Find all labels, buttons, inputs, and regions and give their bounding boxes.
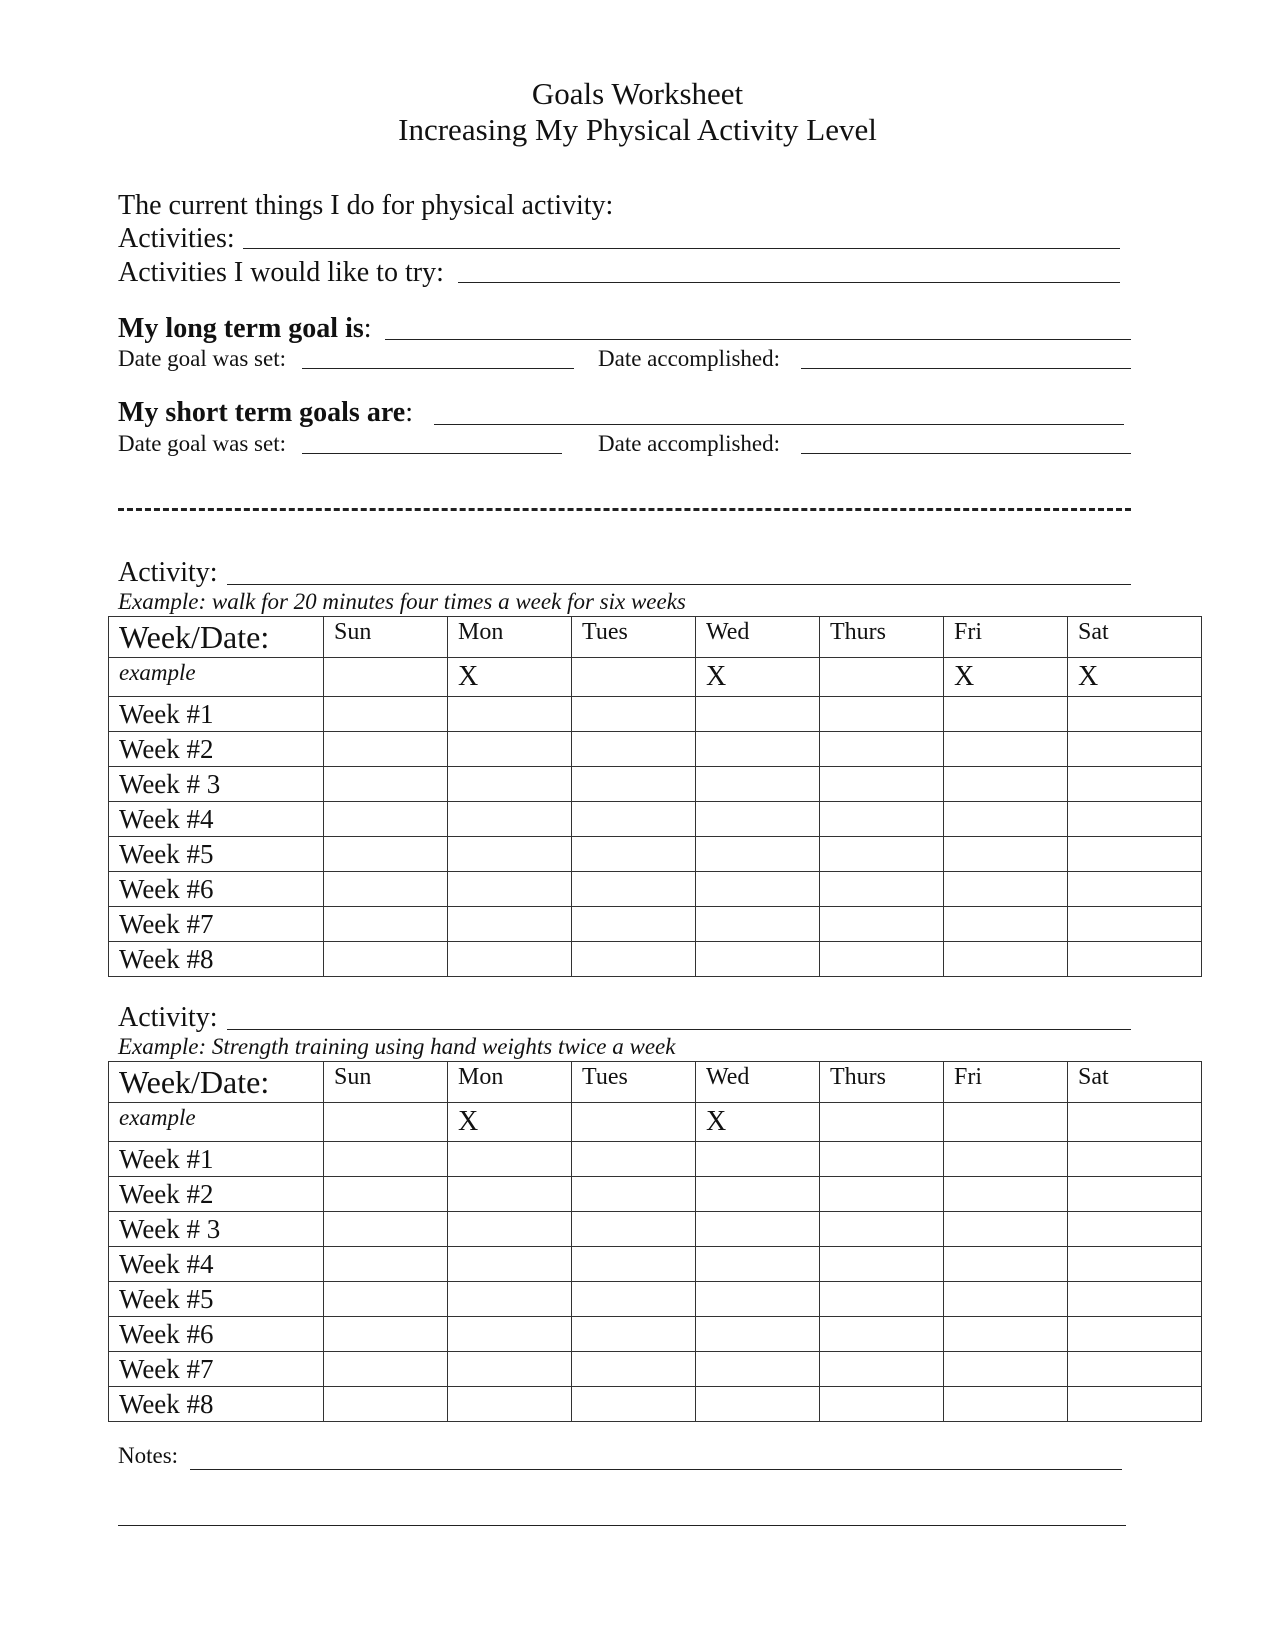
- day-cell[interactable]: [944, 732, 1068, 767]
- day-cell[interactable]: [944, 907, 1068, 942]
- week-label: Week #1: [109, 697, 324, 732]
- example-cell-sun: [324, 658, 448, 697]
- day-header-mon: Mon: [448, 617, 572, 658]
- day-cell[interactable]: [572, 837, 696, 872]
- day-cell[interactable]: [696, 1317, 820, 1352]
- table-row: [109, 1142, 1202, 1177]
- long-term-goal-field[interactable]: [385, 339, 1131, 340]
- day-cell[interactable]: [820, 907, 944, 942]
- day-cell[interactable]: [448, 837, 572, 872]
- example-label: example: [109, 1103, 324, 1142]
- week-label: Week #7: [109, 1352, 324, 1387]
- day-header-thurs: Thurs: [820, 1062, 944, 1103]
- day-cell[interactable]: [820, 697, 944, 732]
- activity-log-table-1: [108, 616, 1202, 977]
- short-goal-date-set-field[interactable]: [302, 453, 562, 454]
- table-header-row: [109, 1062, 1202, 1103]
- section-divider: [118, 508, 1131, 511]
- day-cell[interactable]: [324, 767, 448, 802]
- week-label: Week #8: [109, 1387, 324, 1422]
- day-cell[interactable]: [1068, 1317, 1202, 1352]
- page-subtitle: Increasing My Physical Activity Level: [398, 112, 877, 147]
- day-cell[interactable]: [944, 767, 1068, 802]
- day-cell[interactable]: [448, 1317, 572, 1352]
- day-cell[interactable]: [324, 837, 448, 872]
- day-cell[interactable]: [448, 697, 572, 732]
- week-label: Week #6: [109, 872, 324, 907]
- day-cell[interactable]: [820, 1282, 944, 1317]
- week-label: Week #5: [109, 1282, 324, 1317]
- week-label: Week # 3: [109, 1212, 324, 1247]
- day-header-wed: Wed: [696, 617, 820, 658]
- day-cell[interactable]: [1068, 767, 1202, 802]
- day-header-fri: Fri: [944, 617, 1068, 658]
- day-cell[interactable]: [572, 1212, 696, 1247]
- day-cell[interactable]: [324, 1177, 448, 1212]
- day-cell[interactable]: [448, 872, 572, 907]
- week-label: Week # 3: [109, 767, 324, 802]
- day-header-mon: Mon: [448, 1062, 572, 1103]
- short-goal-date-set-label: Date goal was set:: [118, 431, 286, 456]
- day-cell[interactable]: [324, 732, 448, 767]
- week-label: Week #2: [109, 732, 324, 767]
- day-cell[interactable]: [1068, 1282, 1202, 1317]
- day-cell[interactable]: [820, 1177, 944, 1212]
- activity-log-table-2: [108, 1061, 1202, 1422]
- day-cell[interactable]: [324, 1317, 448, 1352]
- day-cell[interactable]: [696, 1142, 820, 1177]
- day-cell[interactable]: [572, 1177, 696, 1212]
- day-cell[interactable]: [572, 1352, 696, 1387]
- day-cell[interactable]: [696, 872, 820, 907]
- activities-to-try-label: Activities I would like to try:: [118, 257, 444, 288]
- long-goal-date-accomplished-field[interactable]: [801, 368, 1131, 369]
- day-cell[interactable]: [696, 732, 820, 767]
- week-label: Week #4: [109, 1247, 324, 1282]
- day-cell[interactable]: [944, 802, 1068, 837]
- day-cell[interactable]: [324, 802, 448, 837]
- day-cell[interactable]: [696, 1247, 820, 1282]
- example-cell-mon: X: [448, 1103, 572, 1142]
- day-cell[interactable]: [820, 1317, 944, 1352]
- activities-label: Activities:: [118, 223, 235, 254]
- day-cell[interactable]: [572, 732, 696, 767]
- week-label: Week #7: [109, 907, 324, 942]
- day-cell[interactable]: [572, 1142, 696, 1177]
- day-cell[interactable]: [944, 1177, 1068, 1212]
- week-label: Week #6: [109, 1317, 324, 1352]
- table-row: [109, 1317, 1202, 1352]
- day-cell[interactable]: [572, 1317, 696, 1352]
- table-row: [109, 872, 1202, 907]
- notes-field-line-2[interactable]: [118, 1525, 1126, 1526]
- short-goal-date-accomplished-label: Date accomplished:: [598, 431, 781, 456]
- day-cell[interactable]: [448, 1142, 572, 1177]
- day-cell[interactable]: [1068, 942, 1202, 977]
- long-goal-date-set-label: Date goal was set:: [118, 346, 286, 371]
- day-cell[interactable]: [324, 942, 448, 977]
- week-label: Week #8: [109, 942, 324, 977]
- table-row: [109, 942, 1202, 977]
- day-cell[interactable]: [324, 697, 448, 732]
- day-cell[interactable]: [944, 837, 1068, 872]
- day-cell[interactable]: [696, 697, 820, 732]
- day-cell[interactable]: [696, 1282, 820, 1317]
- example-cell-mon: X: [448, 658, 572, 697]
- day-header-sun: Sun: [324, 1062, 448, 1103]
- day-header-tues: Tues: [572, 617, 696, 658]
- day-header-fri: Fri: [944, 1062, 1068, 1103]
- day-cell[interactable]: [944, 697, 1068, 732]
- day-cell[interactable]: [572, 1387, 696, 1422]
- day-cell[interactable]: [820, 1212, 944, 1247]
- day-cell[interactable]: [696, 1387, 820, 1422]
- day-cell[interactable]: [448, 767, 572, 802]
- day-cell[interactable]: [324, 872, 448, 907]
- day-cell[interactable]: [1068, 872, 1202, 907]
- day-cell[interactable]: [944, 1247, 1068, 1282]
- table-row: [109, 1282, 1202, 1317]
- table-row: [109, 1352, 1202, 1387]
- table-row: [109, 1387, 1202, 1422]
- day-header-sat: Sat: [1068, 617, 1202, 658]
- day-cell[interactable]: [448, 732, 572, 767]
- day-cell[interactable]: [820, 837, 944, 872]
- example-cell-wed: X: [696, 1103, 820, 1142]
- day-cell[interactable]: [448, 1247, 572, 1282]
- example-cell-sun: [324, 1103, 448, 1142]
- day-cell[interactable]: [1068, 907, 1202, 942]
- day-cell[interactable]: [572, 942, 696, 977]
- example-cell-tues: [572, 658, 696, 697]
- example-row: [109, 1103, 1202, 1142]
- day-cell[interactable]: [448, 802, 572, 837]
- week-date-header: Week/Date:: [109, 1062, 324, 1103]
- day-cell[interactable]: [572, 1247, 696, 1282]
- day-cell[interactable]: [572, 767, 696, 802]
- day-cell[interactable]: [944, 1387, 1068, 1422]
- day-cell[interactable]: [448, 907, 572, 942]
- day-cell[interactable]: [944, 942, 1068, 977]
- page-title: Goals Worksheet: [531, 76, 744, 111]
- day-cell[interactable]: [324, 1247, 448, 1282]
- day-cell[interactable]: [1068, 1177, 1202, 1212]
- log2-activity-field[interactable]: [227, 1029, 1131, 1030]
- day-cell[interactable]: [820, 732, 944, 767]
- table-row: [109, 767, 1202, 802]
- day-header-sun: Sun: [324, 617, 448, 658]
- example-cell-thurs: [820, 658, 944, 697]
- day-cell[interactable]: [820, 1387, 944, 1422]
- day-cell[interactable]: [696, 907, 820, 942]
- short-term-goals-field[interactable]: [434, 424, 1124, 425]
- day-cell[interactable]: [572, 1282, 696, 1317]
- short-term-goals-label: My short term goals are:: [118, 397, 413, 428]
- day-cell[interactable]: [1068, 1352, 1202, 1387]
- week-label: Week #2: [109, 1177, 324, 1212]
- day-cell[interactable]: [696, 1212, 820, 1247]
- long-goal-date-accomplished-label: Date accomplished:: [598, 346, 781, 371]
- day-cell[interactable]: [1068, 1142, 1202, 1177]
- day-cell[interactable]: [324, 1282, 448, 1317]
- day-cell[interactable]: [820, 872, 944, 907]
- day-header-sat: Sat: [1068, 1062, 1202, 1103]
- table-header-row: [109, 617, 1202, 658]
- short-goal-date-accomplished-field[interactable]: [801, 453, 1131, 454]
- log1-activity-field[interactable]: [227, 584, 1131, 585]
- example-row: [109, 658, 1202, 697]
- current-activity-heading: The current things I do for physical activity:: [118, 190, 614, 221]
- table-row: [109, 697, 1202, 732]
- day-cell[interactable]: [696, 802, 820, 837]
- activities-field[interactable]: [243, 248, 1120, 249]
- day-cell[interactable]: [696, 1352, 820, 1387]
- notes-label: Notes:: [118, 1443, 179, 1468]
- day-cell[interactable]: [324, 907, 448, 942]
- day-cell[interactable]: [1068, 732, 1202, 767]
- day-cell[interactable]: [696, 1177, 820, 1212]
- day-cell[interactable]: [448, 942, 572, 977]
- example-cell-sat: X: [1068, 658, 1202, 697]
- example-cell-thurs: [820, 1103, 944, 1142]
- day-cell[interactable]: [820, 1352, 944, 1387]
- day-cell[interactable]: [820, 1142, 944, 1177]
- day-cell[interactable]: [448, 1282, 572, 1317]
- notes-field-line-1[interactable]: [190, 1469, 1122, 1470]
- day-cell[interactable]: [820, 802, 944, 837]
- log1-example-text: Example: walk for 20 minutes four times a week for six weeks: [118, 589, 686, 614]
- day-cell[interactable]: [324, 1142, 448, 1177]
- table-row: [109, 1177, 1202, 1212]
- example-label: example: [109, 658, 324, 697]
- day-cell[interactable]: [448, 1352, 572, 1387]
- day-cell[interactable]: [1068, 1212, 1202, 1247]
- day-cell[interactable]: [1068, 1387, 1202, 1422]
- day-cell[interactable]: [944, 1317, 1068, 1352]
- table-row: [109, 907, 1202, 942]
- table-row: [109, 802, 1202, 837]
- day-cell[interactable]: [1068, 837, 1202, 872]
- day-cell[interactable]: [696, 767, 820, 802]
- day-cell[interactable]: [820, 1247, 944, 1282]
- day-cell[interactable]: [324, 1212, 448, 1247]
- log2-example-text: Example: Strength training using hand weights twice a week: [118, 1034, 676, 1059]
- activities-to-try-field[interactable]: [458, 282, 1120, 283]
- day-cell[interactable]: [572, 697, 696, 732]
- day-cell[interactable]: [696, 837, 820, 872]
- log2-activity-label: Activity:: [118, 1002, 218, 1033]
- day-cell[interactable]: [572, 907, 696, 942]
- day-cell[interactable]: [1068, 1247, 1202, 1282]
- example-cell-sat: [1068, 1103, 1202, 1142]
- day-cell[interactable]: [944, 1282, 1068, 1317]
- day-cell[interactable]: [944, 1352, 1068, 1387]
- week-label: Week #1: [109, 1142, 324, 1177]
- day-cell[interactable]: [944, 872, 1068, 907]
- day-cell[interactable]: [944, 1142, 1068, 1177]
- table-row: [109, 1212, 1202, 1247]
- day-cell[interactable]: [572, 872, 696, 907]
- example-cell-fri: X: [944, 658, 1068, 697]
- long-term-goal-label: My long term goal is:: [118, 313, 372, 344]
- week-label: Week #5: [109, 837, 324, 872]
- example-cell-fri: [944, 1103, 1068, 1142]
- example-cell-tues: [572, 1103, 696, 1142]
- table-row: [109, 1247, 1202, 1282]
- day-cell[interactable]: [820, 767, 944, 802]
- day-cell[interactable]: [1068, 802, 1202, 837]
- table-row: [109, 837, 1202, 872]
- table-row: [109, 732, 1202, 767]
- day-cell[interactable]: [944, 1212, 1068, 1247]
- day-cell[interactable]: [448, 1212, 572, 1247]
- week-date-header: Week/Date:: [109, 617, 324, 658]
- day-cell[interactable]: [1068, 697, 1202, 732]
- log1-activity-label: Activity:: [118, 557, 218, 588]
- week-label: Week #4: [109, 802, 324, 837]
- day-cell[interactable]: [820, 942, 944, 977]
- day-cell[interactable]: [696, 942, 820, 977]
- day-cell[interactable]: [324, 1352, 448, 1387]
- day-header-thurs: Thurs: [820, 617, 944, 658]
- day-cell[interactable]: [448, 1387, 572, 1422]
- day-header-tues: Tues: [572, 1062, 696, 1103]
- day-cell[interactable]: [324, 1387, 448, 1422]
- day-cell[interactable]: [448, 1177, 572, 1212]
- long-goal-date-set-field[interactable]: [302, 368, 574, 369]
- example-cell-wed: X: [696, 658, 820, 697]
- day-header-wed: Wed: [696, 1062, 820, 1103]
- day-cell[interactable]: [572, 802, 696, 837]
